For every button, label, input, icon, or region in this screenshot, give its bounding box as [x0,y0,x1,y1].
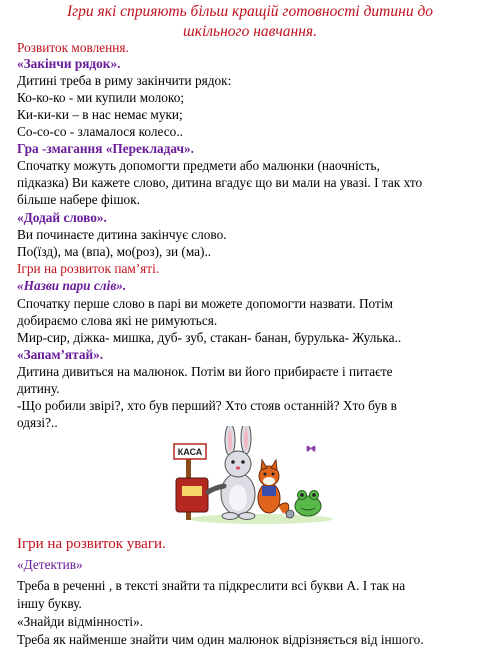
text-line: Мир-сир, діжка- мишка, дуб- зуб, стакан- банан, бурулька- Жулька.. [17,330,402,345]
heading-attention-games: Ігри на розвиток уваги. [17,536,166,552]
title-line-1: Ігри які сприяють більш кращій готовності дитини до [66,3,434,20]
booth-sign-text: КАСА [177,447,203,457]
fox-ear-right [271,460,277,470]
fox-shirt [262,486,276,496]
bunny-foot-right [239,513,255,520]
text-line: одязі?.. [17,415,58,430]
heading-speech-development: Розвиток мовлення. [17,40,129,55]
frog-pupil-right [312,493,316,497]
text-line: добираємо слова які не римуються. [17,313,218,328]
heading-memory-games: Ігри на розвиток пам’яті. [17,261,160,276]
bunny-foot-left [222,513,238,520]
text-line: більше набере фішок. [17,192,140,207]
text-line: -Що робили звірі?, хто був перший? Хто стояв останній? Хто був в [17,398,397,413]
text-line: Ки-ки-ки – в нас немає муки; [17,107,183,122]
mouse-figure [286,510,294,518]
bunny-ear-inner-left [228,430,232,452]
title-line-2: шкільного навчання. [183,23,317,40]
text-line: іншу букву. [17,596,82,611]
game-title-translator: Гра -змагання «Перекладач». [17,141,194,156]
text-line: Со-со-со - зламалося колесо.. [17,124,183,139]
animals-illustration [166,426,334,526]
game-title-find-differences: «Знайди відмінності». [17,614,144,629]
frog-pupil-left [300,493,304,497]
game-title-remember: «Запам’ятай». [17,347,104,362]
text-line: Треба як найменше знайти чим один малюнок відрізняється від іншого. [17,632,424,647]
frog-body [295,496,321,516]
text-line: дитину. [17,381,60,396]
fox-muzzle [263,477,275,485]
booth-window [182,486,202,496]
fox-eye-right [272,473,275,476]
fox-ear-left [261,460,267,470]
game-title-word-pairs: «Назви пари слів». [17,278,127,293]
text-line: Дитині треба в риму закінчити рядок: [17,73,232,88]
text-line: Дитина дивиться на малюнок. Потім ви його прибираєте і питаєте [17,364,393,379]
text-line: По(їзд), ма (впа), мо(роз), зи (ма).. [17,244,212,259]
bunny-belly [229,485,247,511]
game-title-detective: «Детектив» [17,557,83,572]
butterfly-shape [307,446,316,452]
fox-eye-left [264,473,267,476]
bunny-ear-inner-right [244,428,248,450]
text-line: Ви починаєте дитина закінчує слово. [17,227,227,242]
game-title-finish-line: «Закінчи рядок». [17,56,121,71]
text-line: Спочатку перше слово в парі ви можете допомогти назвати. Потім [17,296,393,311]
text-line: Треба в реченні , в тексті знайти та підкреслити всі букви А. І так на [17,578,406,593]
bunny-eye-left [231,460,235,464]
bunny-nose [236,466,240,469]
bunny-head [225,451,251,477]
text-line: Спочатку можуть допомогти предмети або малюнки (наочність, [17,158,380,173]
game-title-add-word: «Додай слово». [17,210,107,225]
text-line: Ко-ко-ко - ми купили молоко; [17,90,185,105]
bunny-eye-right [241,460,245,464]
text-line: підказка) Ви кажете слово, дитина вгадує що ви мали на увазі. І так хто [17,175,423,190]
page-title [40,2,460,42]
